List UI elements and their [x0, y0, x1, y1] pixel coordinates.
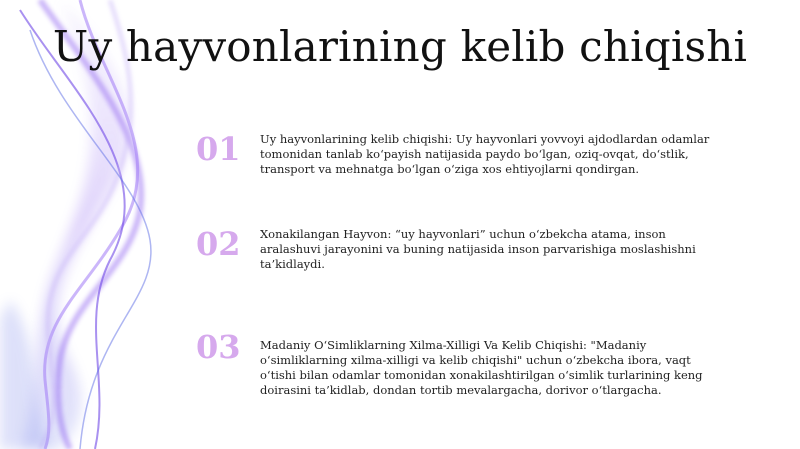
- item-number: 01: [196, 130, 241, 168]
- item-number: 02: [196, 225, 241, 263]
- item-text: Uy hayvonlarining kelib chiqishi: Uy hayvonlari yovvoyi ajdodlardan odamlar tomonidan tanlab ko‘payish natijasida paydo bo‘lgan, oziq-ovqat, do‘stlik, transport va mehnatga bo‘lgan o‘ziga xos ehtiyojlarni qondirgan.: [260, 132, 710, 176]
- item-text: Xonakilangan Hayvon: “uy hayvonlari” uchun o‘zbekcha atama, inson aralashuvi jarayonini va buning natijasida inson parvarishiga moslashishni ta’kidlaydi.: [260, 227, 696, 271]
- item-number: 03: [196, 328, 241, 366]
- page-title: Uy hayvonlarining kelib chiqishi: [52, 22, 748, 71]
- item-text: Madaniy O‘Simliklarning Xilma-Xilligi Va Kelib Chiqishi: "Madaniy o‘simliklarning xilma-xilligi va kelib chiqishi" uchun o‘zbekcha ibora, vaqt o‘tishi bilan odamlar tomonidan xonakilashtirilgan o‘simlik turlarining keng doirasini ta’kidlab, dondan tortib mevalargacha, dorivor o‘tlargacha.: [260, 338, 703, 397]
